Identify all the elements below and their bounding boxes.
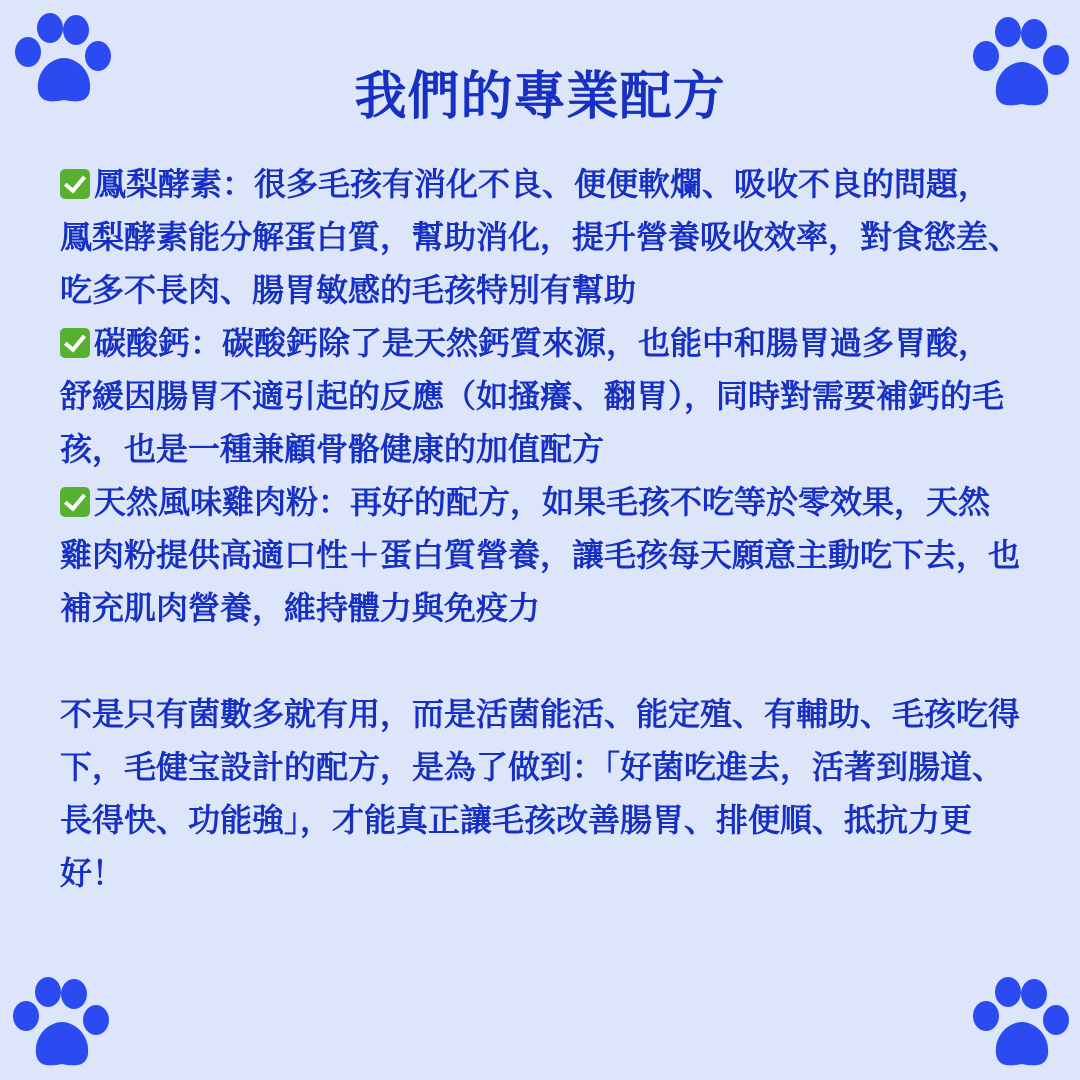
- check-mark-icon: [60, 169, 90, 199]
- ingredient-text: 天然風味雞肉粉：再好的配方，如果毛孩不吃等於零效果，天然雞肉粉提供高適口性＋蛋白質營養，讓毛孩每天願意主動吃下去，也補充肌肉營養，維持體力與免疫力: [60, 483, 1021, 627]
- paragraph-spacer: [60, 635, 1020, 688]
- ingredient-pineapple-enzyme: [60, 158, 1020, 317]
- check-mark-icon: [60, 487, 90, 517]
- paw-print-icon: [966, 972, 1074, 1072]
- ingredient-text: 碳酸鈣：碳酸鈣除了是天然鈣質來源，也能中和腸胃過多胃酸，舒緩因腸胃不適引起的反應（如搔癢、翻胃），同時對需要補鈣的毛孩，也是一種兼顧骨骼健康的加值配方: [60, 324, 1005, 468]
- check-mark-icon: [60, 328, 90, 358]
- paw-print-icon: [6, 972, 114, 1072]
- ingredient-chicken-powder: [60, 476, 1020, 635]
- content-body: [60, 158, 1020, 900]
- ingredient-text: 鳳梨酵素：很多毛孩有消化不良、便便軟爛、吸收不良的問題，鳳梨酵素能分解蛋白質，幫助消化，提升營養吸收效率，對食慾差、吃多不長肉、腸胃敏感的毛孩特別有幫助: [60, 165, 1021, 309]
- page-title: 我們的專業配方: [354, 67, 726, 127]
- ingredient-calcium-carbonate: [60, 317, 1020, 476]
- summary-paragraph: 不是只有菌數多就有用，而是活菌能活、能定殖、有輔助、毛孩吃得下，毛健宝設計的配方，是為了做到：「好菌吃進去，活著到腸道、長得快、功能強」，才能真正讓毛孩改善腸胃、排便順、抵抗力更好！: [60, 695, 1021, 892]
